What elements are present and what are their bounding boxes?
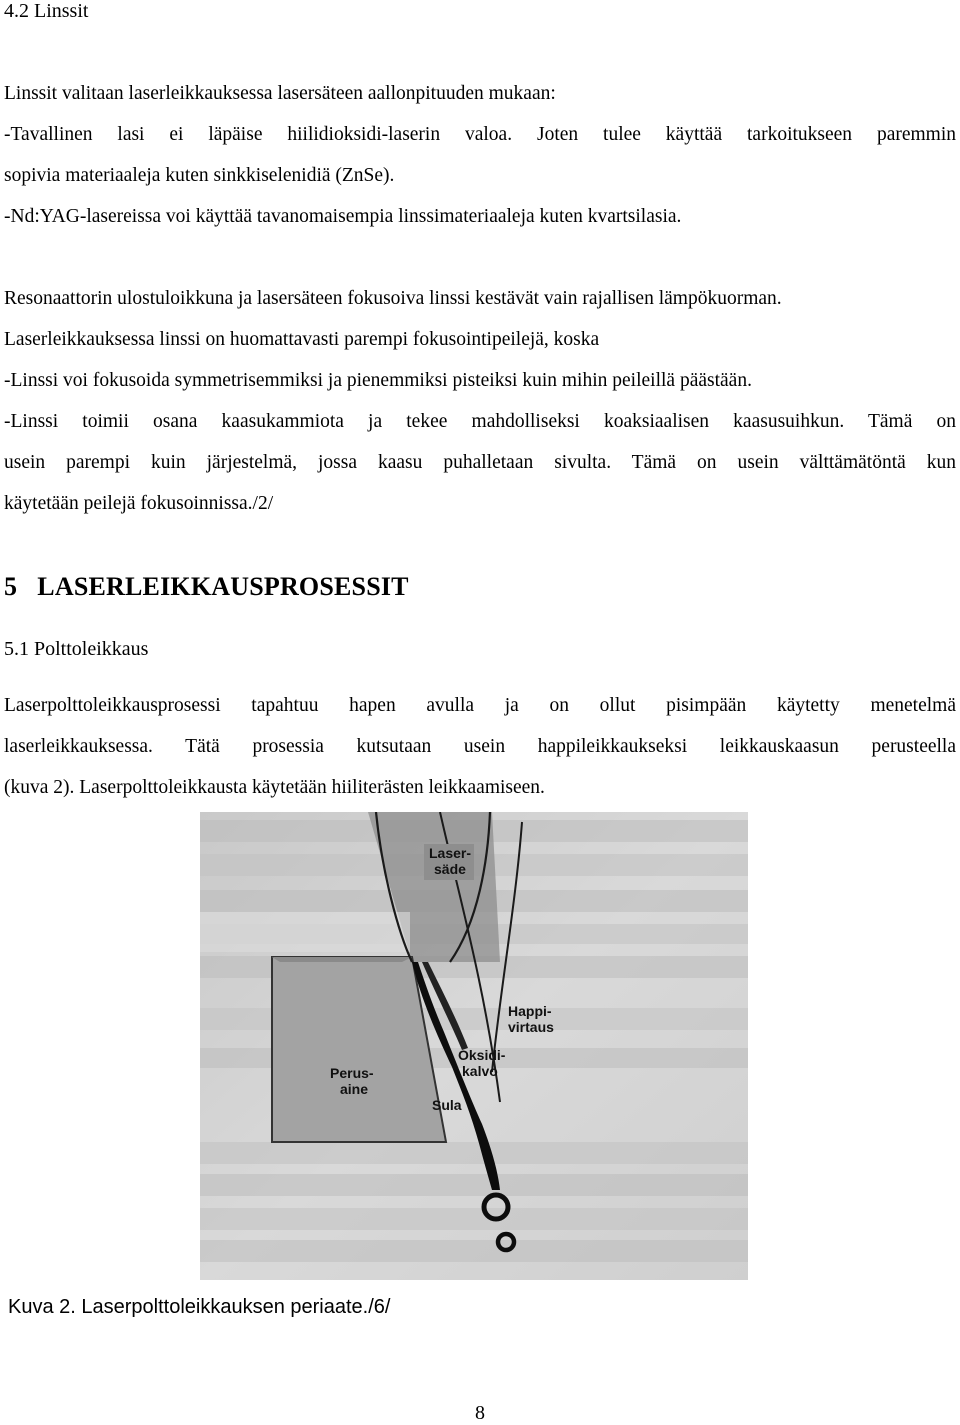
paragraph-line: laserleikkauksessa. Tätä prosessia kutsutaan usein happileikkaukseksi leikkauskaasun perusteella <box>4 736 956 757</box>
label-base-line-2: aine <box>340 1081 369 1097</box>
label-laser-line-1: Laser- <box>429 845 472 861</box>
paragraph-line: Linssit valitaan laserleikkauksessa lasersäteen aallonpituuden mukaan: <box>4 83 556 104</box>
label-oxide-line-1: Oksidi- <box>458 1047 506 1063</box>
section-heading-4-2: 4.2 Linssit <box>4 0 89 22</box>
paragraph-line: käytetään peilejä fokusoinnissa./2/ <box>4 493 274 514</box>
paragraph-line: -Linssi toimii osana kaasukammiota ja tekee mahdolliseksi koaksiaalisen kaasusuihkun. Tämä on <box>4 411 956 432</box>
paragraph-line: usein parempi kuin järjestelmä, jossa kaasu puhalletaan sivulta. Tämä on usein välttämätöntä kun <box>4 452 956 473</box>
paragraph-line: (kuva 2). Laserpolttoleikkausta käytetään hiiliterästen leikkaamiseen. <box>4 777 545 798</box>
label-melt: Sula <box>432 1097 462 1113</box>
paragraph-line: -Linssi voi fokusoida symmetrisemmiksi ja pienemmiksi pisteiksi kuin mihin peileillä päästään. <box>4 370 752 391</box>
section-heading-5-1: 5.1 Polttoleikkaus <box>4 638 149 660</box>
label-base-line-1: Perus- <box>330 1065 374 1081</box>
label-oxide-line-2: kalvo <box>462 1063 498 1079</box>
paragraph-line: Laserleikkauksessa linssi on huomattavasti parempi fokusointipeilejä, koska <box>4 329 600 350</box>
paragraph-line: Resonaattorin ulostuloikkuna ja lasersäteen fokusoiva linssi kestävät vain rajallisen lämpökuorman. <box>4 288 782 309</box>
label-laser-line-2: säde <box>434 861 466 877</box>
paragraph-line: Laserpolttoleikkausprosessi tapahtuu hapen avulla ja on ollut pisimpään käytetty menetelmä <box>4 695 956 716</box>
laser-cutting-diagram <box>200 812 748 1280</box>
label-oxygen-line-1: Happi- <box>508 1003 552 1019</box>
figure-caption: Kuva 2. Laserpolttoleikkauksen periaate./6/ <box>8 1296 391 1318</box>
label-oxygen-line-2: virtaus <box>508 1019 554 1035</box>
paragraph-line: -Tavallinen lasi ei läpäise hiilidioksidi-laserin valoa. Joten tulee käyttää tarkoitukseen paremmin <box>4 124 956 145</box>
chapter-heading-5: 5 LASERLEIKKAUSPROSESSIT <box>4 572 409 601</box>
page-number: 8 <box>475 1402 485 1424</box>
paragraph-line: -Nd:YAG-lasereissa voi käyttää tavanomaisempia linssimateriaaleja kuten kvartsilasia. <box>4 206 682 227</box>
paragraph-line: sopivia materiaaleja kuten sinkkiselenidiä (ZnSe). <box>4 165 395 186</box>
